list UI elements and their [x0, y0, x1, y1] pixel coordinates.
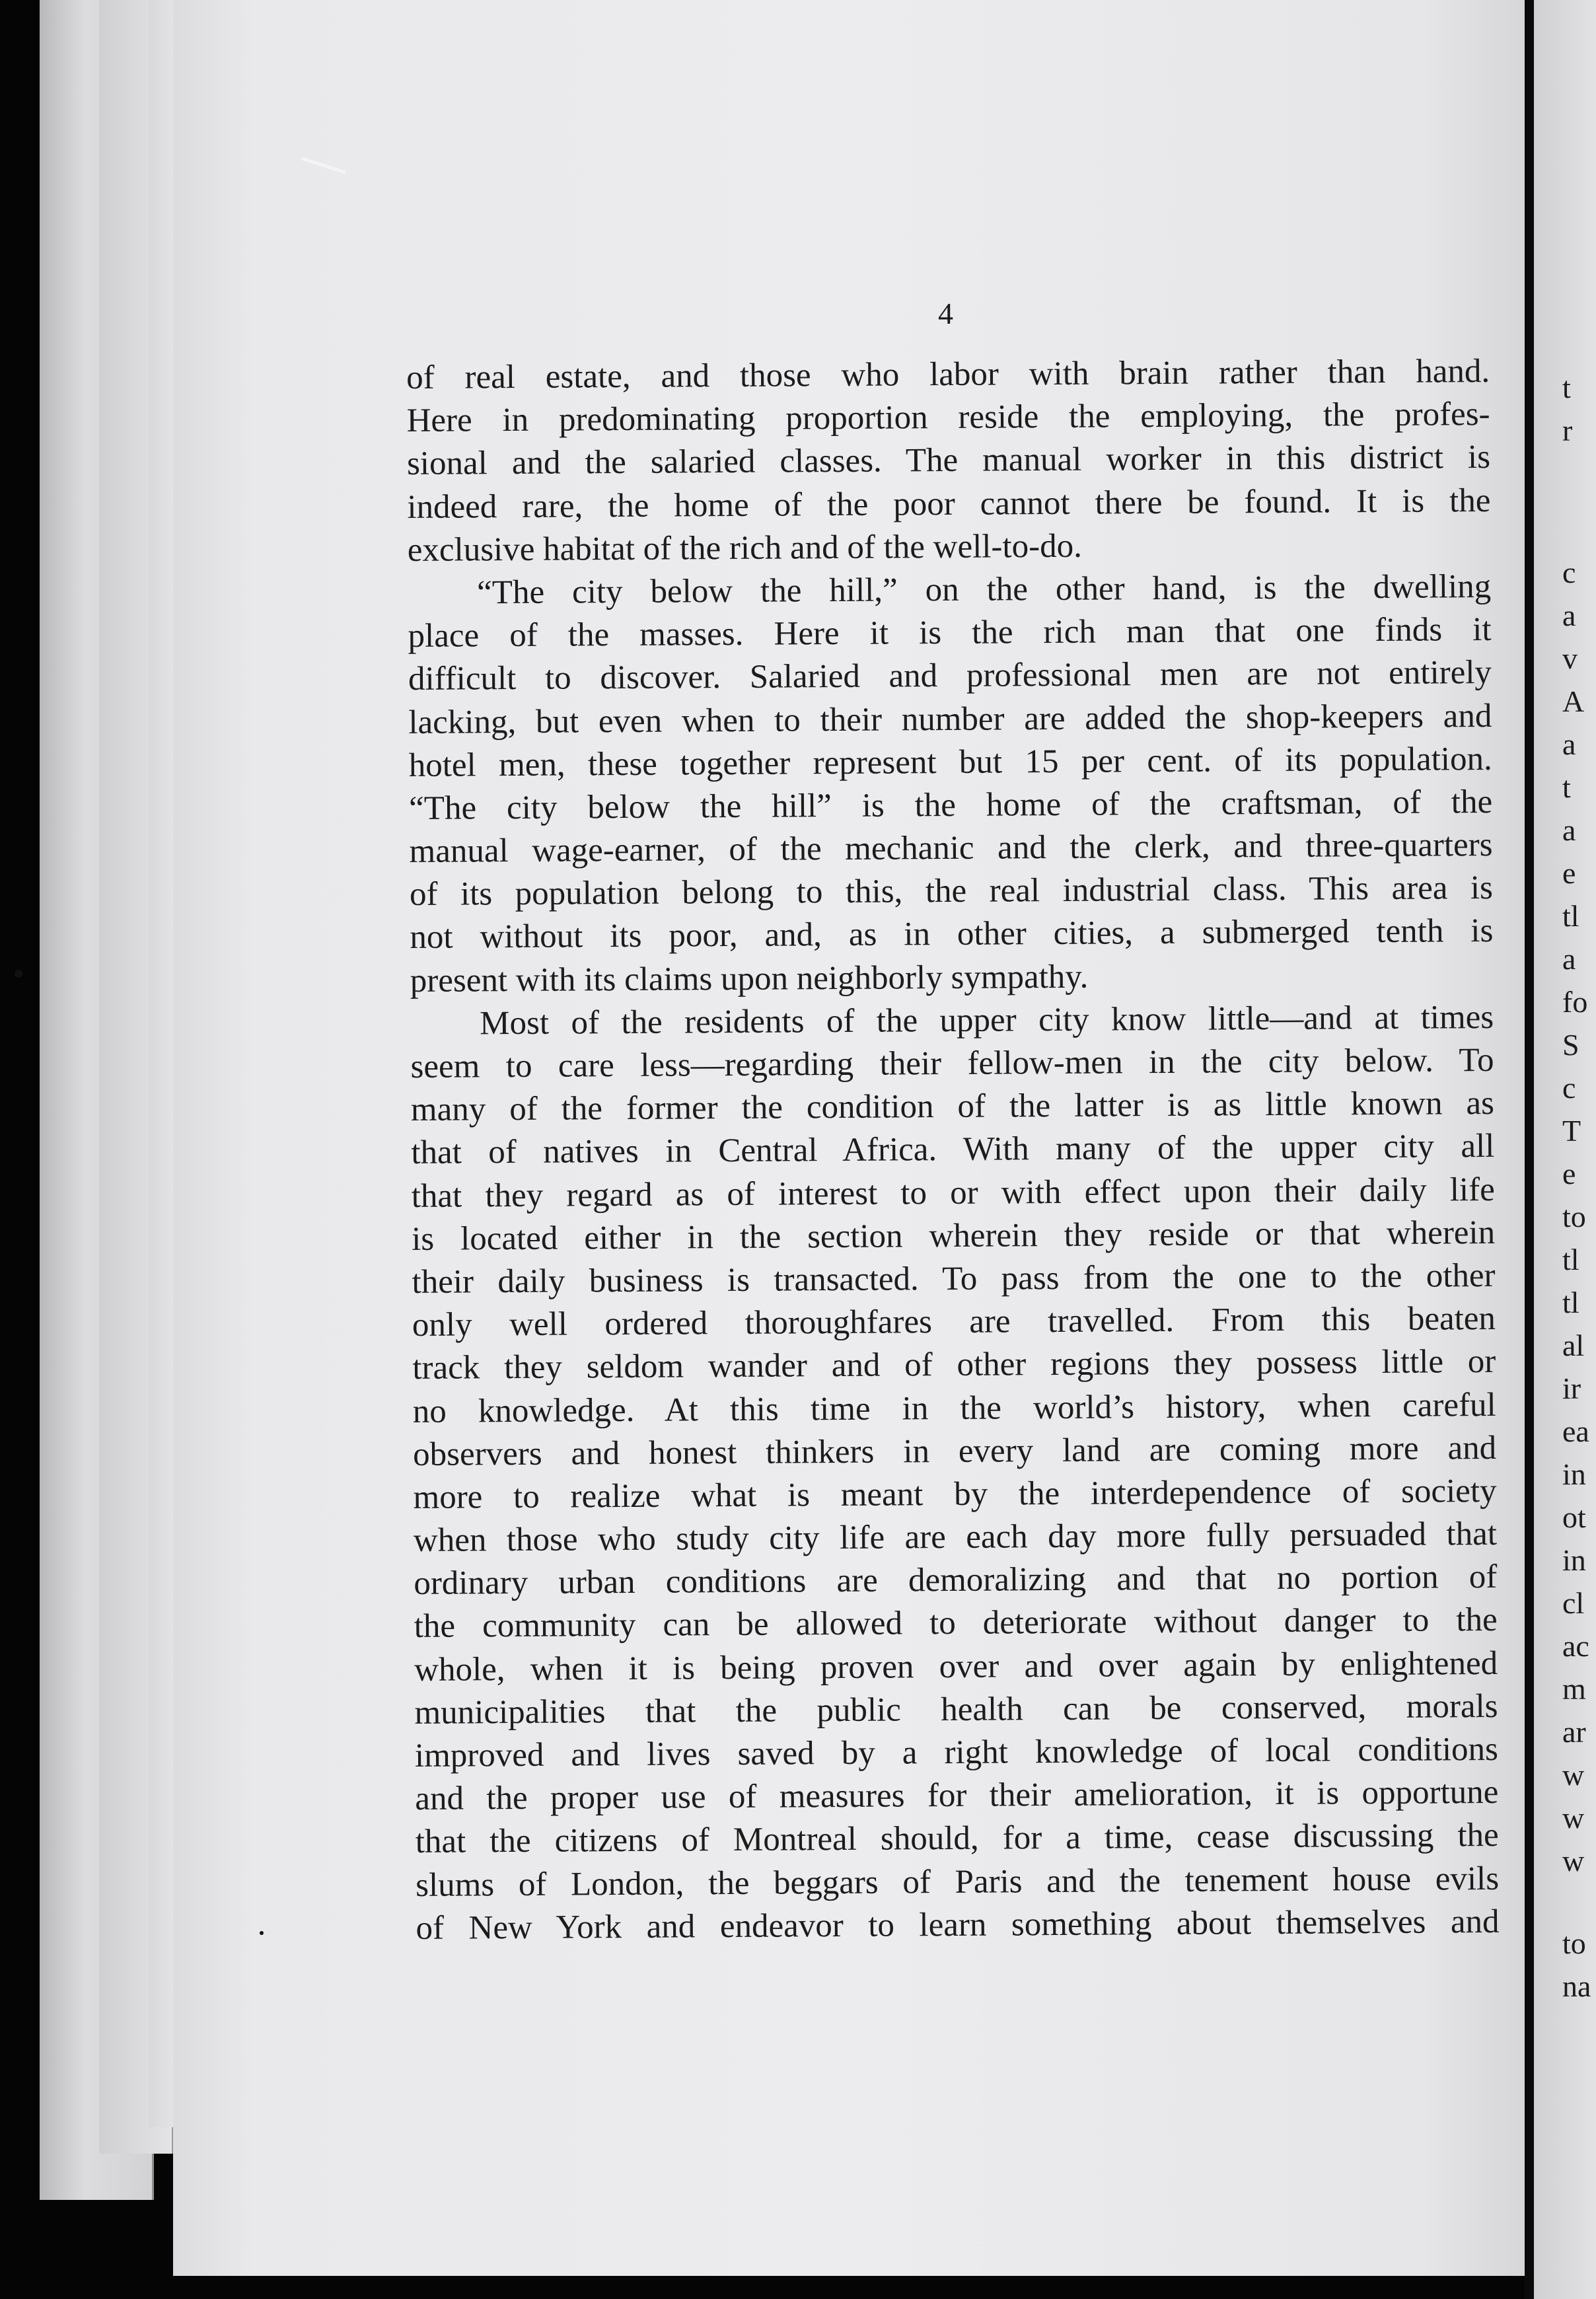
facing-page-fragment: w — [1562, 1801, 1585, 1835]
text-line: only well ordered thoroughfares are travelled. From this beaten — [412, 1300, 1496, 1344]
facing-page-fragment: S — [1562, 1028, 1579, 1062]
text-line: and the proper use of measures for their amelioration, it is opportune — [415, 1774, 1499, 1818]
facing-page-fragment: to — [1562, 1200, 1586, 1233]
text-line: more to realize what is meant by the interdependence of society — [413, 1472, 1497, 1516]
text-line: improved and lives saved by a right knowledge of local conditions — [414, 1730, 1499, 1774]
facing-page-fragment: T — [1562, 1114, 1581, 1148]
facing-page-fragment: c — [1562, 556, 1576, 589]
text-line: lacking, but even when to their number are added the shop-keepers and — [408, 697, 1492, 741]
facing-page-fragment: w — [1562, 1844, 1585, 1878]
page-number: 4 — [938, 297, 953, 330]
text-line: “The city below the hill” is the home of the craftsman, of the — [409, 783, 1493, 827]
facing-page-fragment: r — [1562, 414, 1573, 447]
text-line: that of natives in Central Africa. With many of the upper city all — [411, 1128, 1495, 1172]
facing-page-fragment: a — [1562, 813, 1576, 847]
text-line: no knowledge. At this time in the world’s history, when careful — [412, 1386, 1496, 1430]
facing-page-fragment: ar — [1562, 1715, 1586, 1749]
text-line: indeed rare, the home of the poor cannot there be found. It is the — [407, 482, 1491, 526]
facing-page-fragment: tl — [1562, 1286, 1579, 1319]
text-line: “The city below the hill,” on the other hand, is the dwelling — [477, 567, 1492, 612]
text-line: their daily business is transacted. To pass from the one to the other — [412, 1257, 1496, 1301]
text-line: is located either in the section wherein they reside or that wherein — [411, 1214, 1496, 1258]
text-line: sional and the salaried classes. The manual worker in this district is — [406, 439, 1491, 483]
facing-page-fragment: e — [1562, 856, 1576, 890]
text-line: that the citizens of Montreal should, for a time, cease discussing the — [415, 1817, 1499, 1861]
facing-page-fragment: t — [1562, 770, 1571, 804]
facing-page-fragment: w — [1562, 1758, 1585, 1792]
facing-page-fragment: al — [1562, 1329, 1585, 1362]
facing-page-fragment: a — [1562, 942, 1576, 976]
text-line: hotel men, these together represent but 15 per cent. of its population. — [408, 740, 1492, 784]
facing-page-fragment: tl — [1562, 899, 1579, 933]
text-line: the community can be allowed to deteriorate without danger to the — [414, 1601, 1498, 1646]
facing-page-fragment: a — [1562, 599, 1576, 632]
facing-page-fragment: na — [1562, 1969, 1591, 2003]
text-line: present with its claims upon neighborly sympathy. — [410, 958, 1089, 1000]
facing-page-fragment: tl — [1562, 1243, 1579, 1276]
text-line: of New York and endeavor to learn something about themselves and — [416, 1903, 1500, 1947]
facing-page-fragment: a — [1562, 727, 1576, 761]
facing-page-fragment: cl — [1562, 1586, 1585, 1620]
text-line: Here in predominating proportion reside the employing, the profes- — [406, 396, 1490, 440]
facing-page-fragment: ac — [1562, 1629, 1589, 1663]
text-line: of its population belong to this, the real industrial class. This area is — [409, 869, 1494, 914]
facing-page-fragment: v — [1562, 641, 1578, 675]
facing-page-fragment: to — [1562, 1926, 1586, 1960]
page-gutter — [1525, 0, 1534, 2299]
scan-speck — [260, 1931, 264, 1935]
facing-page-fragment: A — [1562, 684, 1585, 718]
text-line: municipalities that the public health can be conserved, morals — [414, 1687, 1498, 1732]
text-line: many of the former the condition of the latter is as little known as — [410, 1085, 1495, 1129]
text-line: not without its poor, and, as in other cities, a submerged tenth is — [410, 912, 1494, 957]
facing-page-fragment: t — [1562, 371, 1571, 404]
text-line: exclusive habitat of the rich and of the well-to-do. — [407, 527, 1083, 569]
facing-page-fragment: ot — [1562, 1500, 1586, 1534]
text-line: of real estate, and those who labor with brain rather than hand. — [406, 352, 1490, 396]
text-line: that they regard as of interest to or with effect upon their daily life — [411, 1171, 1495, 1215]
facing-page-fragment: in — [1562, 1543, 1586, 1577]
text-line: when those who study city life are each day more fully persuaded that — [413, 1515, 1498, 1560]
facing-page-fragment: ir — [1562, 1371, 1581, 1405]
text-line: manual wage-earner, of the mechanic and the clerk, and three-quarters — [409, 826, 1493, 871]
scan-speck — [15, 970, 22, 978]
facing-page-fragment: c — [1562, 1071, 1576, 1105]
text-line: slums of London, the beggars of Paris and the tenement house evils — [415, 1860, 1500, 1904]
text-line: seem to care less—regarding their fellow-men in the city below. To — [410, 1041, 1494, 1085]
text-line: Most of the residents of the upper city know little—and at times — [479, 998, 1494, 1042]
text-line: ordinary urban conditions are demoralizing and that no portion of — [414, 1558, 1498, 1603]
facing-page-fragment: ea — [1562, 1414, 1589, 1448]
facing-page-fragment: in — [1562, 1457, 1586, 1491]
text-line: place of the masses. Here it is the rich man that one finds it — [408, 611, 1492, 655]
facing-page-fragment: e — [1562, 1157, 1576, 1190]
facing-page-fragment: fo — [1562, 985, 1588, 1019]
facing-page-fragment: m — [1562, 1672, 1586, 1706]
text-line: difficult to discover. Salaried and professional men are not entirely — [408, 654, 1492, 698]
body-text — [406, 350, 1500, 1950]
text-line: whole, when it is being proven over and over again by enlightened — [414, 1644, 1498, 1689]
text-line: observers and honest thinkers in every land are coming more and — [412, 1429, 1497, 1473]
text-line: track they seldom wander and of other regions they possess little or — [412, 1343, 1496, 1387]
